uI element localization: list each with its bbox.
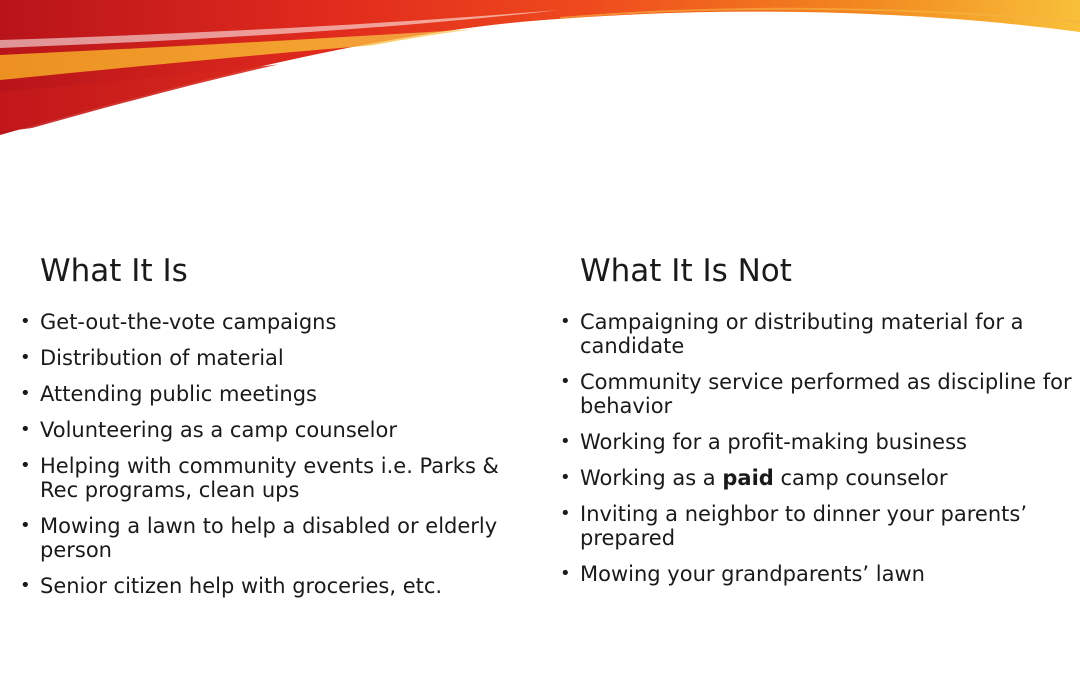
decorative-swoosh-banner <box>0 0 1080 150</box>
list-item-text: Volunteering as a camp counselor <box>40 418 397 442</box>
bullet-icon: • <box>20 383 31 404</box>
list-item <box>20 382 520 406</box>
list-item-text: Mowing a lawn to help a disabled or elderly person <box>40 514 498 562</box>
what-it-is-heading: What It Is <box>40 253 188 289</box>
list-item-text: Community service performed as discipline for behavior <box>580 370 1072 418</box>
list-item <box>20 418 520 442</box>
bullet-icon: • <box>20 575 31 596</box>
list-item-text: Helping with community events i.e. Parks & Rec programs, clean ups <box>40 454 499 502</box>
list-item <box>20 346 520 370</box>
list-item <box>560 430 1075 454</box>
bullet-icon: • <box>560 563 571 584</box>
what-it-is-list <box>20 310 520 598</box>
list-item-text-after: camp counselor <box>773 466 948 490</box>
bullet-icon: • <box>560 371 571 392</box>
list-item-text: Attending public meetings <box>40 382 317 406</box>
list-item-text: Distribution of material <box>40 346 284 370</box>
bullet-icon: • <box>20 347 31 368</box>
list-item <box>20 574 520 598</box>
list-item-text <box>580 466 1075 490</box>
what-it-is-not-column <box>560 250 1075 598</box>
bullet-icon: • <box>20 311 31 332</box>
list-item <box>560 502 1075 550</box>
list-item <box>560 466 1075 490</box>
list-item-text: Get-out-the-vote campaigns <box>40 310 337 334</box>
bullet-icon: • <box>560 503 571 524</box>
list-item-text: Campaigning or distributing material for a candidate <box>580 310 1024 358</box>
list-item <box>20 514 520 562</box>
list-item-text-before: Working as a <box>580 466 723 490</box>
list-item <box>560 562 1075 586</box>
list-item-text: Senior citizen help with groceries, etc. <box>40 574 443 598</box>
list-item-text: Inviting a neighbor to dinner your parents’ prepared <box>580 502 1027 550</box>
bullet-icon: • <box>20 515 31 536</box>
bullet-icon: • <box>20 419 31 440</box>
what-it-is-column <box>20 250 520 610</box>
bullet-icon: • <box>560 311 571 332</box>
what-it-is-not-heading: What It Is Not <box>580 253 792 289</box>
bullet-icon: • <box>20 455 31 476</box>
bullet-icon: • <box>560 431 571 452</box>
list-item <box>20 310 520 334</box>
list-item <box>560 310 1075 358</box>
list-item <box>560 370 1075 418</box>
list-item-text: Working for a profit-making business <box>580 430 967 454</box>
list-item <box>20 454 520 502</box>
what-it-is-not-list <box>560 310 1075 586</box>
bullet-icon: • <box>560 467 571 488</box>
emphasis-paid: paid <box>722 466 774 490</box>
list-item-text: Mowing your grandparents’ lawn <box>580 562 925 586</box>
